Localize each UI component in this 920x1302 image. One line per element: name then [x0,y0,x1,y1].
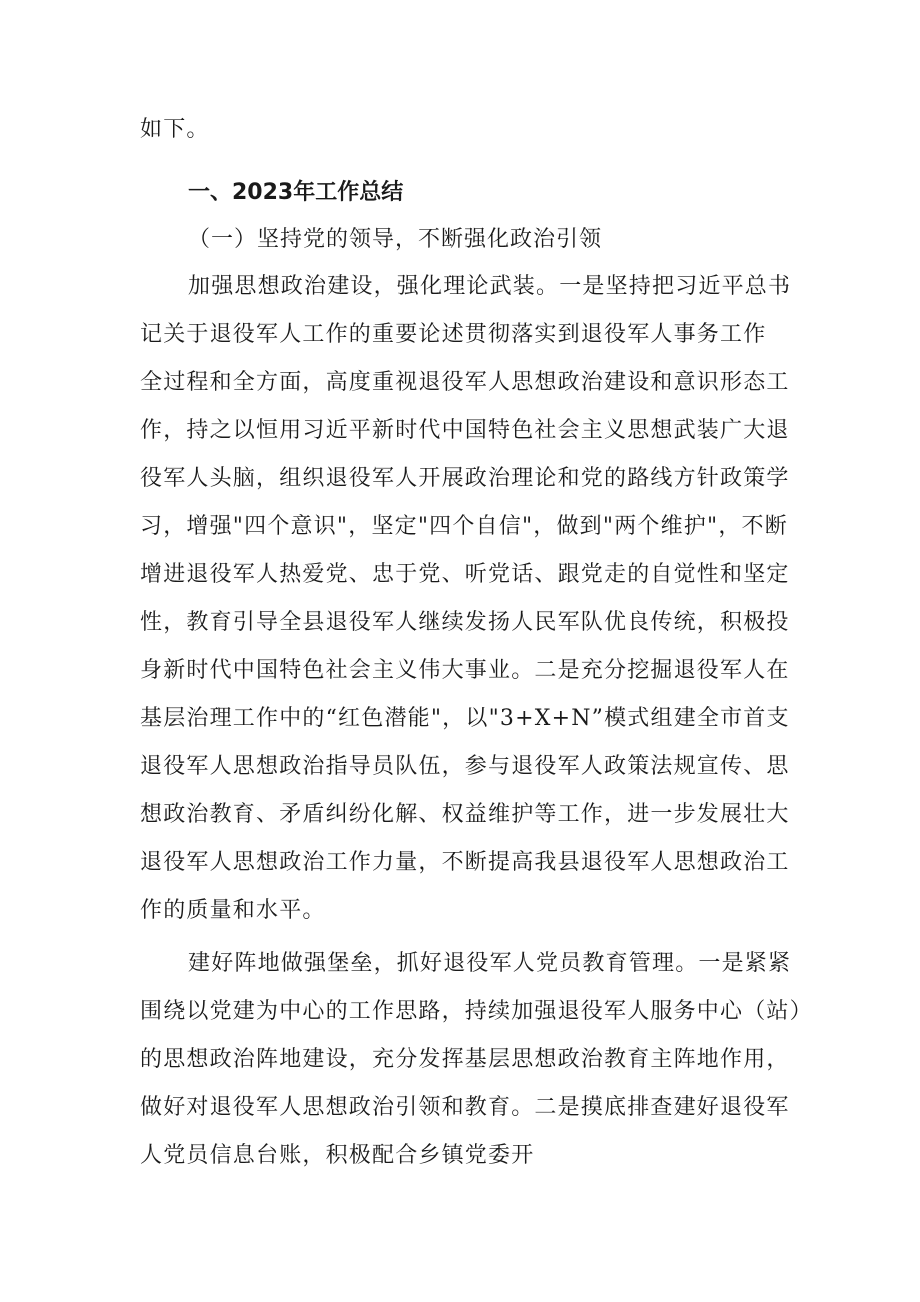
paragraph-line: 人党员信息台账，积极配合乡镇党委开 [140,1143,535,1168]
paragraph-line: 作的质量和水平。 [140,898,326,923]
paragraph-line: 役军人头脑，组织退役军人开展政治理论和党的路线方针政策学 [140,466,790,491]
paragraph-line: 想政治教育、矛盾纠纷化解、权益维护等工作，进一步发展壮大 [140,802,790,827]
paragraph-line: 记关于退役军人工作的重要论述贯彻落实到退役军人事务工作 [140,322,767,347]
paragraph-line: 建好阵地做强堡垒，抓好退役军人党员教育管理。一是紧紧 [188,951,792,976]
continuation-text: 如下。 [140,117,210,142]
section-heading: 一、2023年工作总结 [188,180,404,205]
paragraph-line: 性，教育引导全县退役军人继续发扬人民军队优良传统，积极投 [140,610,790,635]
paragraph-line: 做好对退役军人思想政治引领和教育。二是摸底排查建好退役军 [140,1095,790,1120]
subsection-heading: （一）坚持党的领导，不断强化政治引领 [188,227,603,252]
paragraph-line: 全过程和全方面，高度重视退役军人思想政治建设和意识形态工 [140,370,790,395]
paragraph-line: 退役军人思想政治工作力量，不断提高我县退役军人思想政治工 [140,850,790,875]
paragraph-line: 身新时代中国特色社会主义伟大事业。二是充分挖掘退役军人在 [140,658,790,683]
paragraph-line: 围绕以党建为中心的工作思路，持续加强退役军人服务中心（站） [140,999,813,1024]
paragraph-line: 基层治理工作中的“红色潜能"，以"3+X+N”模式组建全市首支 [140,706,790,731]
paragraph-line: 退役军人思想政治指导员队伍，参与退役军人政策法规宣传、思 [140,754,790,779]
paragraph-line: 的思想政治阵地建设，充分发挥基层思想政治教育主阵地作用， [140,1047,790,1072]
paragraph-line: 加强思想政治建设，强化理论武装。一是坚持把习近平总书 [188,274,792,299]
paragraph-line: 作，持之以恒用习近平新时代中国特色社会主义思想武装广大退 [140,418,790,443]
paragraph-line: 增进退役军人热爱党、忠于党、听党话、跟党走的自觉性和坚定 [140,562,790,587]
paragraph-line: 习，增强"四个意识"，坚定"四个自信"，做到"两个维护"，不断 [140,514,788,539]
